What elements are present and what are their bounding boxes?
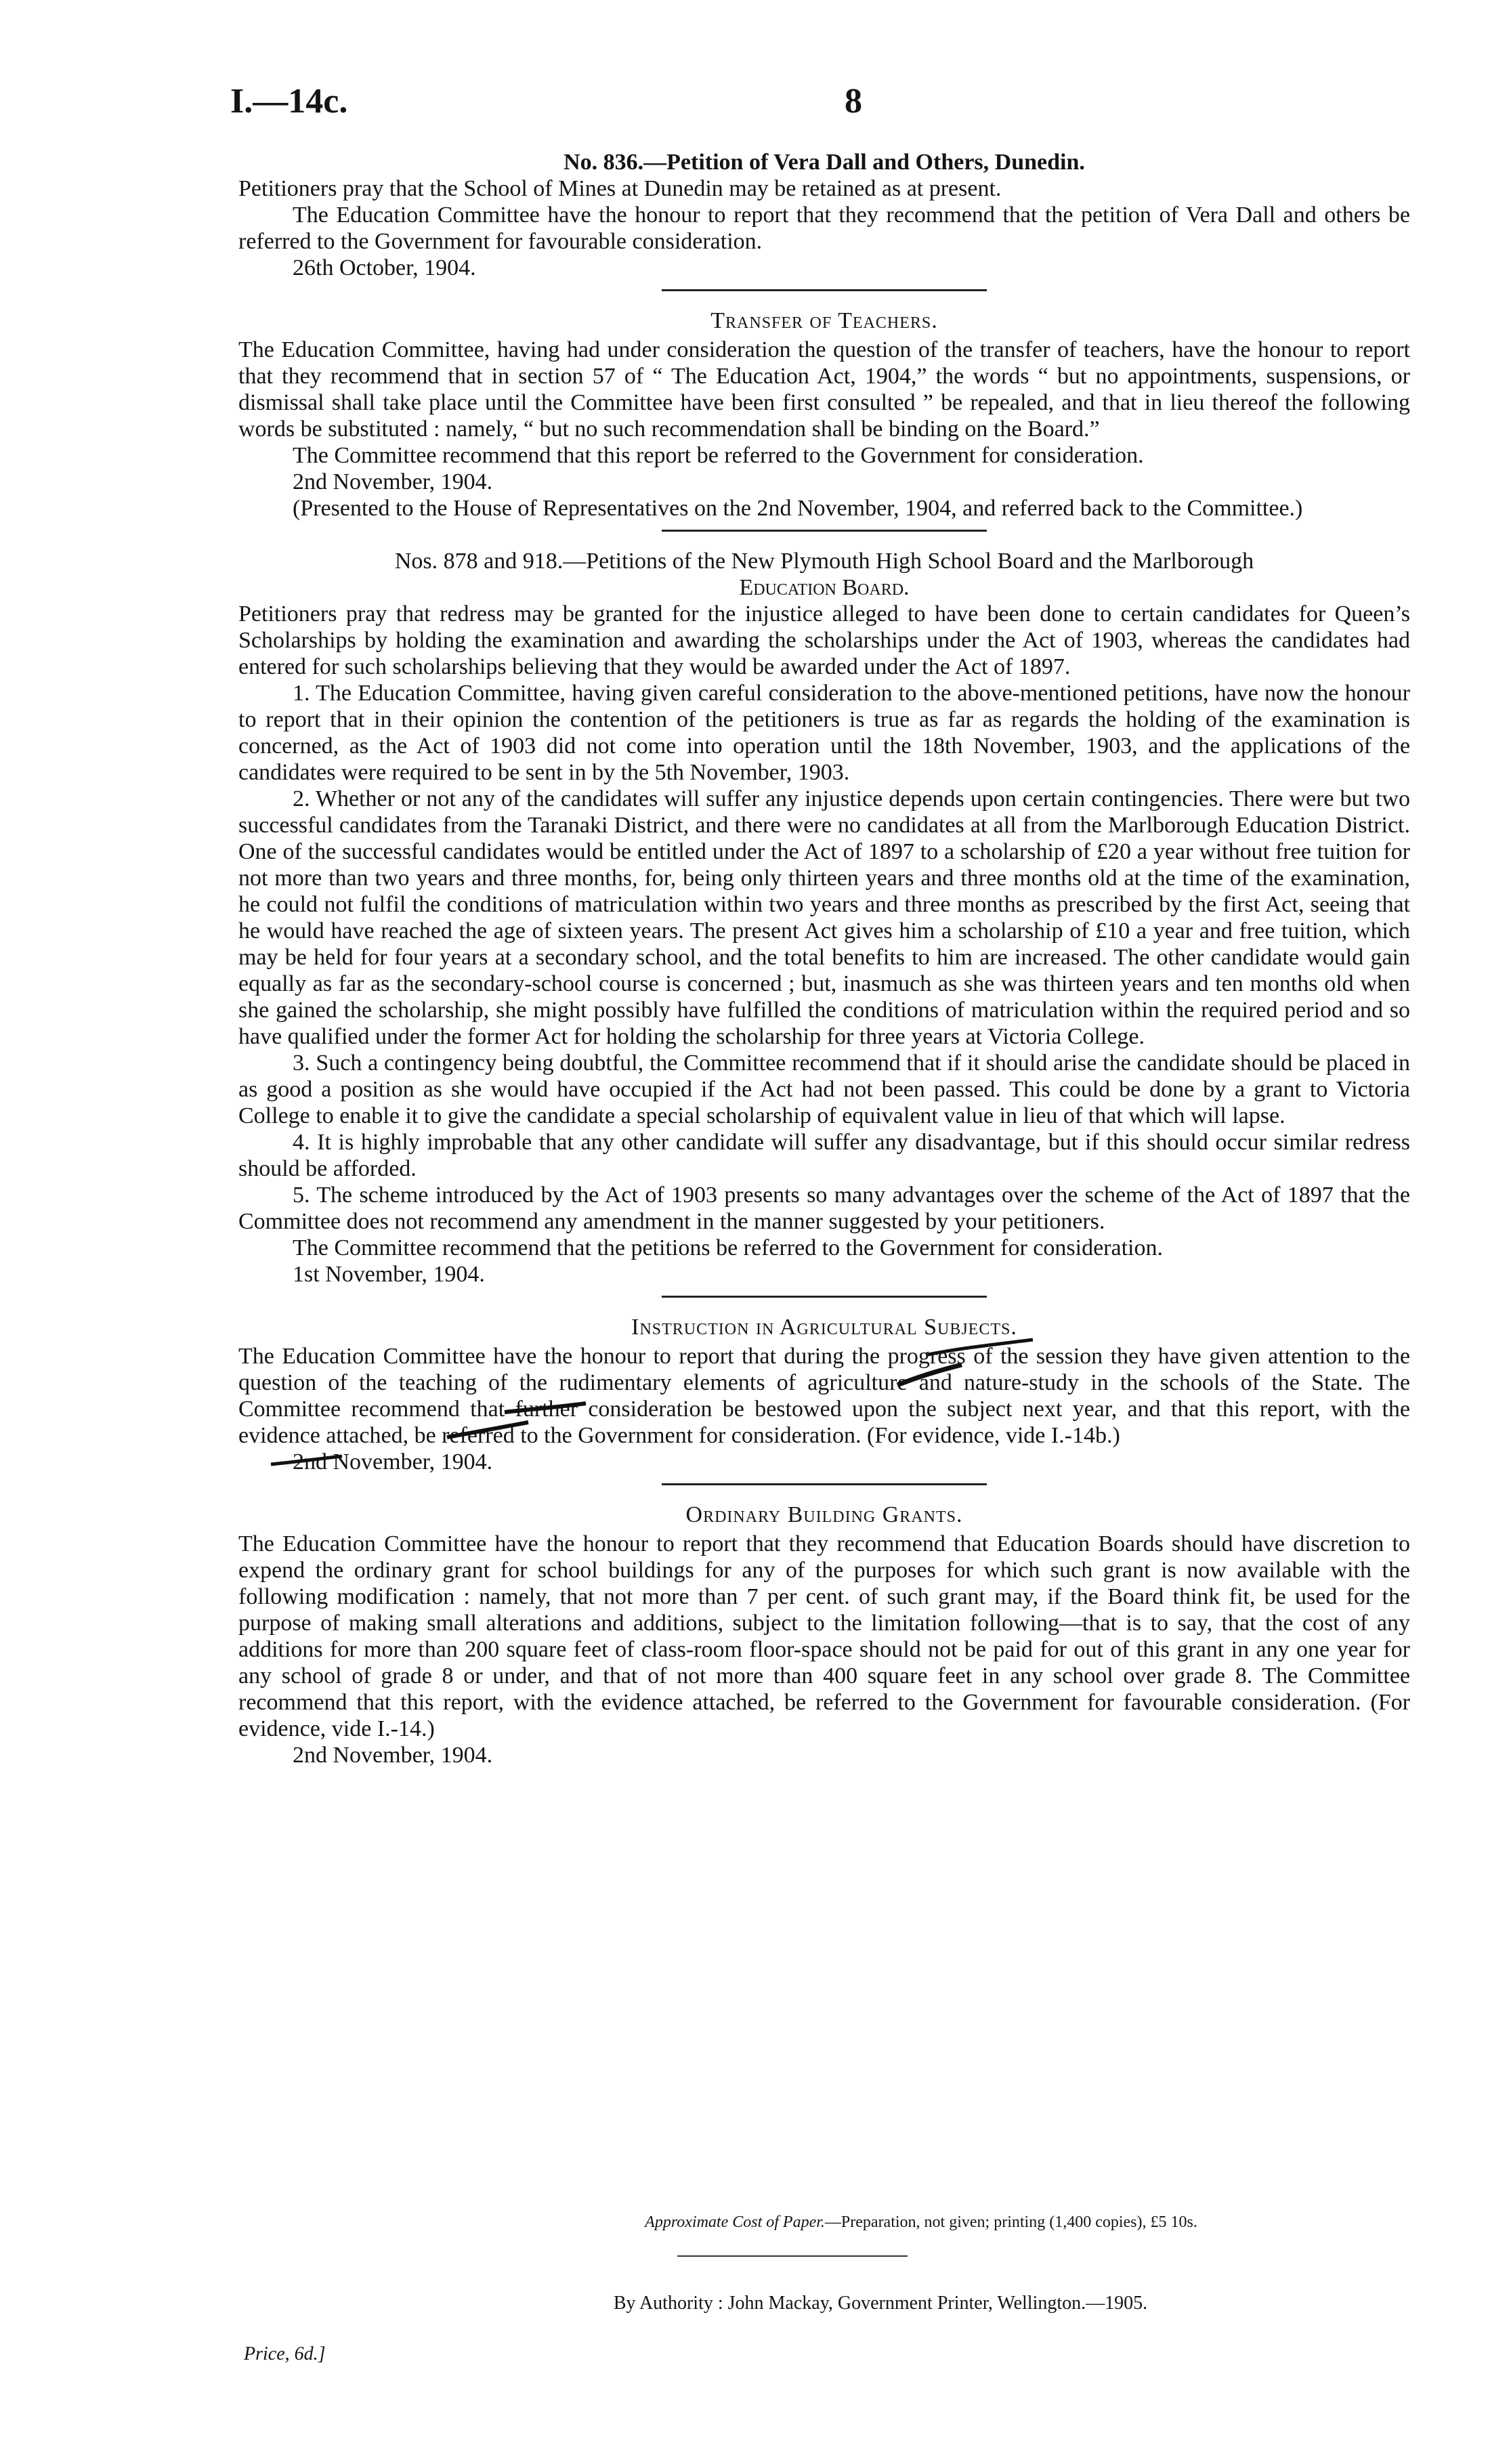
petition-836-para-2: The Education Committee have the honour to report that they recommend that the petition of Vera Dall and others be referred to the Government for favourable consideration. xyxy=(238,203,1410,254)
transfer-heading: Transfer of Teachers. xyxy=(710,308,938,333)
building-heading: Ordinary Building Grants. xyxy=(685,1502,963,1527)
petition-836-section xyxy=(238,149,1410,281)
section-divider xyxy=(662,1296,987,1298)
section-divider xyxy=(662,530,987,532)
cost-detail: —Preparation, not given; printing (1,400 copies), £5 10s. xyxy=(824,2213,1197,2231)
section-divider xyxy=(662,289,987,291)
transfer-date: 2nd November, 1904. xyxy=(293,469,493,494)
petitions-878-para-2: 2. Whether or not any of the candidates will suffer any injustice depends upon certain contingencies. There were but two successful candidates from the Taranaki District, and there were no candidates at all from the Marlborough Education District. One of the successful candidates would be entitled under the Act of 1897 to a scholarship of £20 a year without free tuition for not more than two years and three months, for, being only thirteen years and three months old at the time of the examination, he could not fulfil the conditions of matriculation within two years and three months as prescribed by the first Act, seeing that he would have reached the age of sixteen years. The present Act gives him a scholarship of £10 a year and free tuition, which may be held for four years at a secondary school, and the total benefits to him are increased. The other candidate would gain equally as far as the secondary-school course is concerned ; but, inasmuch as she was thirteen years and ten months old when she gained the scholarship, she might possibly have fulfilled the conditions of matriculation within the required period and so have qualified under the former Act for holding the scholarship for three years at Victoria College. xyxy=(238,786,1410,1049)
petition-836-title: No. 836.—Petition of Vera Dall and Others, Dunedin. xyxy=(564,150,1085,175)
section-divider xyxy=(662,1483,987,1485)
footer-divider xyxy=(677,2255,908,2257)
transfer-para-1: The Education Committee, having had under consideration the question of the transfer of teachers, have the honour to report that they recommend that in section 57 of “ The Education Act, 1904,” the words “ but no appointments, suspensions, or dismissal shall take place until the Committee have been first consulted ” be repealed, and that in lieu thereof the following words be substituted : namely, “ but no such recommendation shall be binding on the Board.” xyxy=(238,337,1410,442)
petitions-878-para-6: The Committee recommend that the petitions be referred to the Government for consideration. xyxy=(293,1235,1163,1260)
cost-label: Approximate Cost of Paper. xyxy=(645,2213,825,2231)
page-number: 8 xyxy=(845,82,862,121)
petition-836-date: 26th October, 1904. xyxy=(293,255,476,280)
petition-836-para-1: Petitioners pray that the School of Mines at Dunedin may be retained as at present. xyxy=(238,176,1002,201)
printer-authority: By Authority : John Mackay, Government Printer, Wellington.—1905. xyxy=(613,2293,1148,2314)
petitions-878-intro: Petitioners pray that redress may be granted for the injustice alleged to have been done to certain candidates for Queen’s Scholarships by holding the examination and awarding the scholarships under the Act of 1903, whereas the candidates had entered for such scholarships believing that they would be awarded under the Act of 1897. xyxy=(238,601,1410,679)
document-reference: I.—14c. xyxy=(230,82,348,121)
petitions-878-para-1: 1. The Education Committee, having given careful consideration to the above-mentioned petitions, have now the honour to report that in their opinion the contention of the petitioners is true as far as regards the holding of the examination is concerned, as the Act of 1903 did not come into operation until the 18th November, 1903, and the applications of the candidates were required to be sent in by the 5th November, 1903. xyxy=(238,681,1410,785)
transfer-para-2: The Committee recommend that this report be referred to the Government for consideration. xyxy=(293,443,1144,468)
agriculture-para: The Education Committee have the honour to report that during the progress of the session they have given attention to the question of the teaching of the rudimentary elements of agriculture and nature-study in the schools of the State. The Committee recommend that further consideration be bestowed upon the subject next year, and that this report, with the evidence attached, be referred to the Government for consideration. (For evidence, vide I.-14b.) xyxy=(238,1344,1410,1448)
building-para: The Education Committee have the honour to report that they recommend that Education Boards should have discretion to expend the ordinary grant for school buildings for any of the purposes for which such grant is now available with the following modification : namely, that not more than 7 per cent. of such grant may, if the Board think fit, be used for the purpose of making small alterations and additions, subject to the limitation following—that is to say, that the cost of any additions for more than 200 square feet of class-room floor-space should not be paid for out of this grant in any one year for any school of grade 8 or under, and that of not more than 400 square feet in any school over grade 8. The Committee recommend that this report, with the evidence attached, be referred to the Government for favourable consideration. (For evidence, vide I.-14.) xyxy=(238,1531,1410,1741)
petitions-878-para-4: 4. It is highly improbable that any other candidate will suffer any disadvantage, but if this should occur similar redress should be afforded. xyxy=(238,1130,1410,1181)
transfer-section xyxy=(238,307,1410,522)
page-header xyxy=(230,81,1436,135)
petitions-878-title-line-2: Education Board. xyxy=(739,575,910,600)
petitions-878-date: 1st November, 1904. xyxy=(293,1262,485,1287)
petitions-878-para-5: 5. The scheme introduced by the Act of 1903 presents so many advantages over the scheme of the Act of 1897 that the Committee does not recommend any amendment in the manner suggested by your petitioners. xyxy=(238,1183,1410,1234)
cost-of-paper-note xyxy=(447,2213,1395,2232)
agriculture-heading: Instruction in Agricultural Subjects. xyxy=(631,1315,1017,1340)
building-section xyxy=(238,1502,1410,1768)
building-date: 2nd November, 1904. xyxy=(293,1743,493,1768)
agriculture-date: 2nd November, 1904. xyxy=(293,1449,493,1474)
petitions-878-918-section xyxy=(238,548,1410,1288)
petitions-878-title-line-1: Nos. 878 and 918.—Petitions of the New Plymouth High School Board and the Marlborough xyxy=(394,549,1254,574)
petitions-878-para-3: 3. Such a contingency being doubtful, the Committee recommend that if it should arise the candidate should be placed in as good a position as she would have occupied if the Act had not been passed. This could be done by a grant to Victoria College to enable it to give the candidate a special scholarship of equivalent value in lieu of that which will lapse. xyxy=(238,1050,1410,1128)
transfer-note: (Presented to the House of Representatives on the 2nd November, 1904, and referred back to the Committee.) xyxy=(293,496,1303,521)
document-body xyxy=(238,149,1410,1768)
agriculture-section xyxy=(238,1314,1410,1475)
price-label: Price, 6d.] xyxy=(244,2343,326,2364)
